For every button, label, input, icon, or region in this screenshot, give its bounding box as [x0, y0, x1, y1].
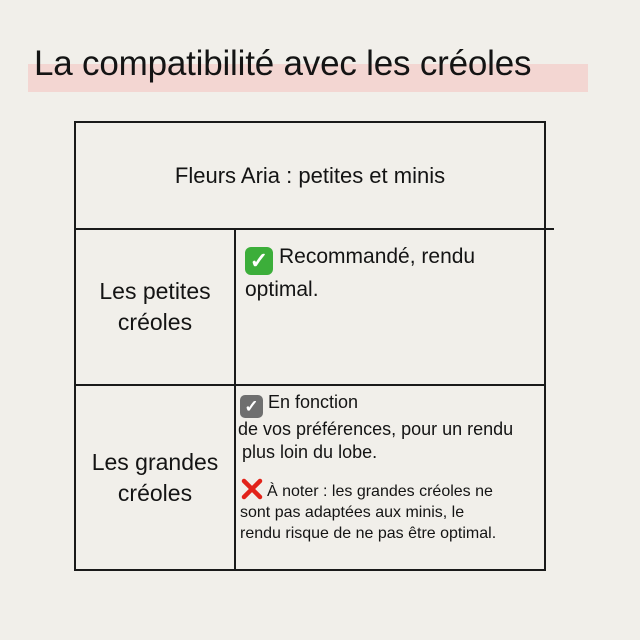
- cell-note: [238, 477, 548, 544]
- table-header-cell: [76, 124, 544, 228]
- preference-line: plus loin du lobe.: [242, 442, 378, 462]
- check-mark-button-icon: ✓: [245, 247, 273, 275]
- row-label-grandes-creoles: [76, 386, 234, 569]
- preference-line: ✓ En fonction: [238, 391, 548, 418]
- note-line: rendu risque de ne pas être optimal.: [240, 525, 497, 542]
- row-label-line: Les grandes: [91, 448, 219, 475]
- row-label-line: créoles: [117, 309, 193, 335]
- row-label-line: créoles: [117, 479, 193, 506]
- recommendation-line: ✓ Recommandé, rendu: [238, 242, 548, 275]
- cell-recommendation: [238, 242, 548, 304]
- cross-mark-icon: [240, 477, 264, 501]
- preference-line: de vos préférences, pour un rendu: [238, 419, 514, 439]
- cell-preference: [238, 391, 548, 464]
- table-divider-column: [234, 228, 236, 571]
- page-title: La compatibilité avec les créoles: [34, 44, 532, 83]
- row-label-line: Les petites: [99, 278, 211, 304]
- row-label-petites-creoles: [76, 230, 234, 384]
- note-line: sont pas adaptées aux minis, le: [240, 504, 465, 521]
- table-header-text: Fleurs Aria : petites et minis: [174, 163, 446, 188]
- note-line: À noter : les grandes créoles ne: [238, 477, 548, 502]
- grey-check-box-icon: ✓: [240, 395, 263, 418]
- recommendation-line: optimal.: [245, 278, 319, 301]
